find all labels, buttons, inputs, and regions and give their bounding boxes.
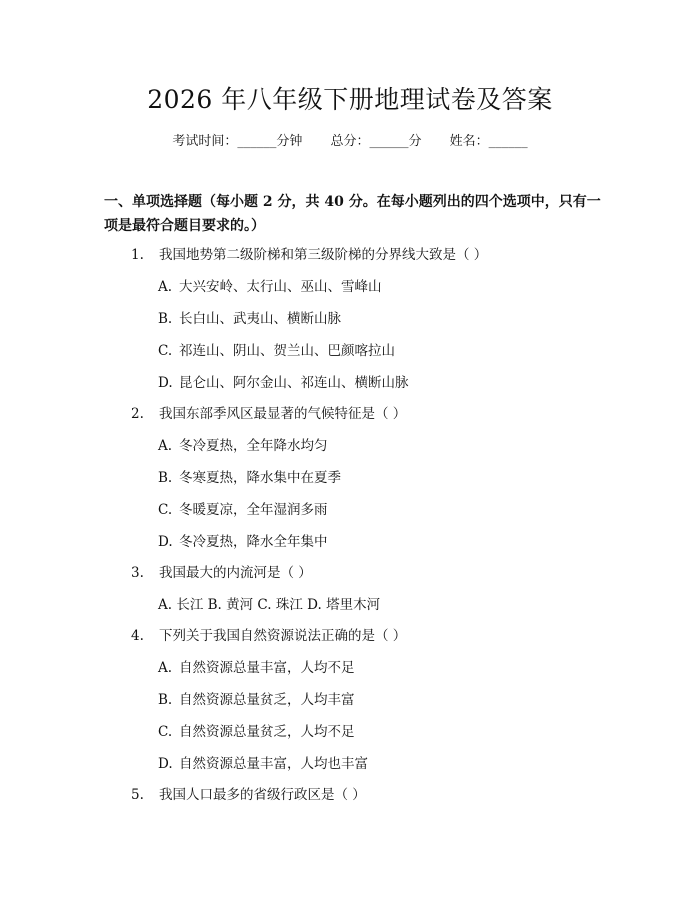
option-4d bbox=[0, 748, 700, 780]
option-4b bbox=[0, 684, 700, 716]
exam-time-field bbox=[172, 130, 302, 149]
question-number: 2. bbox=[131, 406, 144, 422]
question-2 bbox=[0, 399, 700, 430]
option-letter: D. bbox=[158, 375, 173, 391]
question-text: 下列关于我国自然资源说法正确的是（ ） bbox=[159, 628, 407, 644]
option-letter: D. bbox=[158, 534, 173, 550]
option-letter: B. bbox=[158, 470, 173, 486]
question-text: 我国地势第二级阶梯和第三级阶梯的分界线大致是（ ） bbox=[159, 247, 488, 263]
total-score-unit: 分 bbox=[408, 134, 422, 149]
question-text: 我国最大的内流河是（ ） bbox=[159, 565, 312, 581]
option-text: 冬冷夏热，全年降水均匀 bbox=[179, 438, 328, 454]
question-list bbox=[0, 240, 700, 811]
total-score-label: 总分： bbox=[330, 134, 370, 149]
question-text: 我国东部季风区最显著的气候特征是（ ） bbox=[159, 406, 407, 422]
question-number: 1. bbox=[131, 247, 144, 263]
question-1 bbox=[0, 240, 700, 271]
option-3-inline bbox=[0, 589, 700, 621]
option-letter: C. bbox=[158, 502, 173, 518]
option-letter: A. bbox=[158, 279, 173, 295]
option-text: 大兴安岭、太行山、巫山、雪峰山 bbox=[179, 279, 382, 295]
option-text: 长白山、武夷山、横断山脉 bbox=[179, 311, 341, 327]
question-number: 4. bbox=[131, 628, 144, 644]
option-text: 冬冷夏热，降水全年集中 bbox=[179, 534, 328, 550]
option-letter: D. bbox=[158, 756, 173, 772]
option-text: 自然资源总量丰富，人均也丰富 bbox=[179, 756, 368, 772]
option-text: 冬暖夏凉，全年湿润多雨 bbox=[179, 502, 328, 518]
exam-time-unit: 分钟 bbox=[276, 134, 303, 149]
exam-time-blank: ______ bbox=[237, 134, 277, 149]
student-name-blank: ______ bbox=[488, 134, 528, 149]
student-name-label: 姓名： bbox=[449, 134, 489, 149]
total-score-blank: ______ bbox=[369, 134, 409, 149]
option-letter: C. bbox=[158, 343, 173, 359]
option-letter: B. bbox=[158, 311, 173, 327]
question-3 bbox=[0, 558, 700, 589]
option-text: 冬寒夏热，降水集中在夏季 bbox=[179, 470, 341, 486]
question-5 bbox=[0, 780, 700, 811]
student-name-field bbox=[450, 130, 528, 149]
page-title: 2026 年八年级下册地理试卷及答案 bbox=[147, 85, 553, 114]
option-letter: B. bbox=[158, 692, 173, 708]
exam-meta bbox=[0, 130, 700, 149]
section-heading: 一、单项选择题（每小题 2 分，共 40 分。在每小题列出的四个选项中，只有一项是最符合题目要求的。） bbox=[104, 194, 601, 234]
option-2d bbox=[0, 526, 700, 558]
option-text: 自然资源总量贫乏，人均不足 bbox=[179, 724, 355, 740]
option-1a bbox=[0, 271, 700, 303]
option-2c bbox=[0, 494, 700, 526]
option-4c bbox=[0, 716, 700, 748]
question-number: 5. bbox=[131, 787, 144, 803]
question-text: 我国人口最多的省级行政区是（ ） bbox=[159, 787, 366, 803]
option-letter: A. bbox=[158, 438, 173, 454]
option-1d bbox=[0, 367, 700, 399]
option-text: 自然资源总量贫乏，人均丰富 bbox=[179, 692, 355, 708]
option-text: A. 长江 B. 黄河 C. 珠江 D. 塔里木河 bbox=[158, 597, 381, 613]
option-text: 昆仑山、阿尔金山、祁连山、横断山脉 bbox=[179, 375, 409, 391]
option-text: 自然资源总量丰富，人均不足 bbox=[179, 660, 355, 676]
option-text: 祁连山、阴山、贺兰山、巴颜喀拉山 bbox=[179, 343, 395, 359]
question-number: 3. bbox=[131, 565, 144, 581]
option-2a bbox=[0, 430, 700, 462]
option-1b bbox=[0, 303, 700, 335]
option-1c bbox=[0, 335, 700, 367]
option-letter: C. bbox=[158, 724, 173, 740]
total-score-field bbox=[330, 130, 421, 149]
option-letter: A. bbox=[158, 660, 173, 676]
exam-time-label: 考试时间： bbox=[172, 134, 238, 149]
question-4 bbox=[0, 621, 700, 652]
option-2b bbox=[0, 462, 700, 494]
option-4a bbox=[0, 652, 700, 684]
